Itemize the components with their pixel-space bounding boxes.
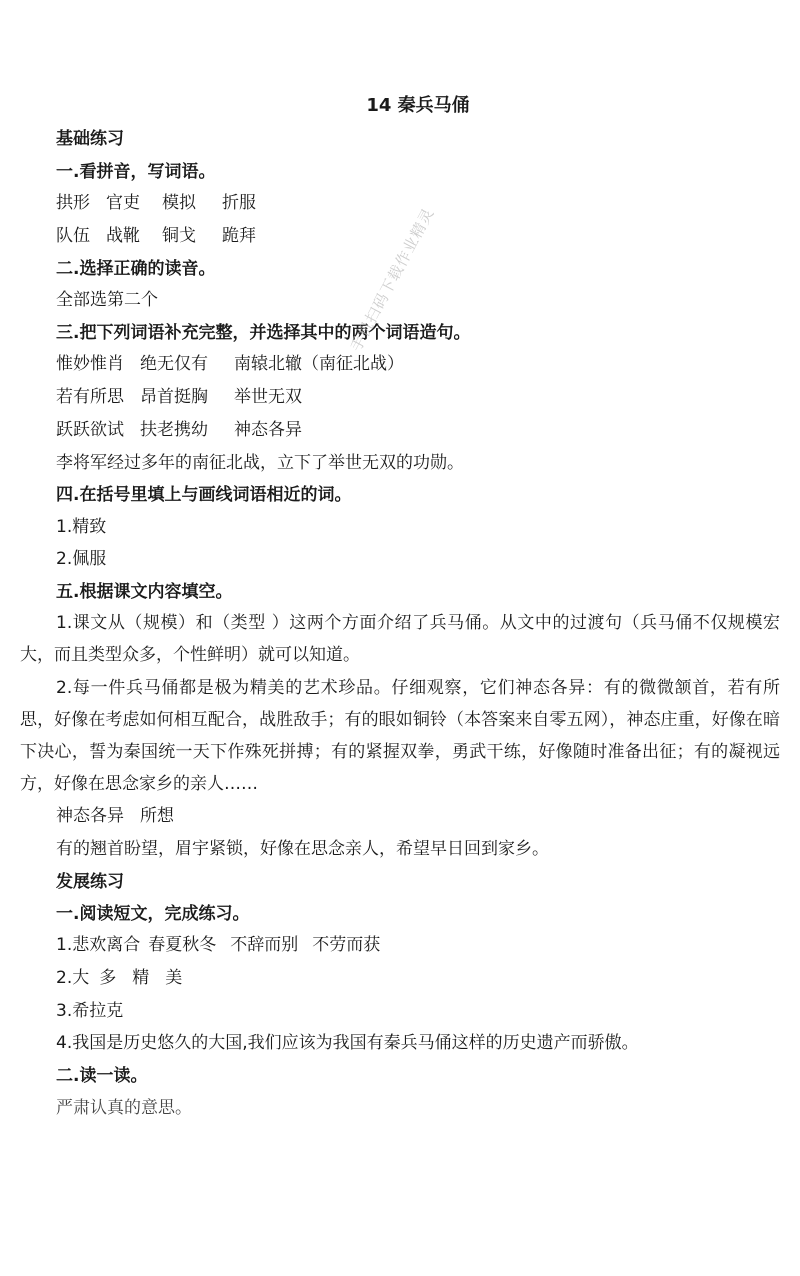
word: 若有所思 <box>56 387 124 407</box>
q5-paragraph-1: 1.课文从（规模）和（类型 ）这两个方面介绍了兵马俑。从文中的过渡句（兵马俑不仅规模宏大，而且类型众多，个性鲜明）就可以知道。 <box>20 613 780 665</box>
word: 绝无仅有 <box>140 354 208 374</box>
page-title: 14 秦兵马俑 <box>366 95 470 116</box>
adv-q2-answer: 严肃认真的意思。 <box>56 1098 192 1118</box>
word: 扶老携幼 <box>140 420 208 440</box>
q4-item-1: 1.精致 <box>56 517 107 537</box>
adv-q1-answer-1 <box>56 929 780 961</box>
section-heading-basic: 基础练习 <box>56 129 124 149</box>
adv-q1-answer-2 <box>56 962 780 994</box>
q3-heading: 三.把下列词语补充完整，并选择其中的两个词语造句。 <box>56 323 471 343</box>
word: 所想 <box>140 806 174 826</box>
word: 1.悲欢离合 <box>56 935 141 955</box>
adv-q1-answer-3: 3.希拉克 <box>56 1001 124 1021</box>
section-heading-advanced: 发展练习 <box>56 872 124 892</box>
q5-answer-sentence: 有的翘首盼望，眉宇紧锁，好像在思念亲人，希望早日回到家乡。 <box>56 839 549 859</box>
adv-q2-heading: 二.读一读。 <box>56 1066 148 1086</box>
q1-heading: 一.看拼音，写词语。 <box>56 162 216 182</box>
word: 南辕北辙（南征北战） <box>234 354 404 374</box>
word: 拱形 <box>56 193 90 213</box>
q2-heading: 二.选择正确的读音。 <box>56 259 216 279</box>
q3-row-1 <box>56 348 780 380</box>
word: 神态各异 <box>234 420 302 440</box>
word: 队伍 <box>56 226 90 246</box>
word: 折服 <box>222 193 256 213</box>
q4-item-2: 2.佩服 <box>56 549 107 569</box>
q3-sentence: 李将军经过多年的南征北战，立下了举世无双的功勋。 <box>56 453 464 473</box>
word: 模拟 <box>162 193 196 213</box>
q4-heading: 四.在括号里填上与画线词语相近的词。 <box>56 485 352 505</box>
q2-answer: 全部选第二个 <box>56 290 158 310</box>
word: 多 <box>99 968 117 988</box>
word: 铜戈 <box>162 226 196 246</box>
word: 不劳而获 <box>312 935 381 955</box>
word: 战靴 <box>106 226 140 246</box>
adv-q1-answer-4: 4.我国是历史悠久的大国,我们应该为我国有秦兵马俑这样的历史遗产而骄傲。 <box>56 1033 639 1053</box>
word: 不辞而别 <box>230 935 299 955</box>
word: 2.大 <box>56 968 90 988</box>
word: 惟妙惟肖 <box>56 354 124 374</box>
q5-paragraph-2: 2.每一件兵马俑都是极为精美的艺术珍品。仔细观察，它们神态各异：有的微微颔首，若有所思，好像在考虑如何相互配合，战胜敌手；有的眼如铜铃（本答案来自零五网），神态庄重，好像在暗下决心，誓为秦国统一天下作殊死拼搏；有的紧握双拳，勇武干练，好像随时准备出征；有的凝视远方，好像在思念家乡的亲人…… <box>20 678 780 794</box>
word: 美 <box>165 968 183 988</box>
word: 精 <box>132 968 150 988</box>
word: 官吏 <box>106 193 140 213</box>
watermark: 手机扫码下载作业精灵 <box>346 204 438 355</box>
q5-heading: 五.根据课文内容填空。 <box>56 582 233 602</box>
word: 举世无双 <box>234 387 302 407</box>
q5-answer-words <box>56 800 780 832</box>
q3-row-2 <box>56 381 780 413</box>
adv-q1-heading: 一.阅读短文，完成练习。 <box>56 904 250 924</box>
word: 神态各异 <box>56 806 124 826</box>
word: 昂首挺胸 <box>140 387 208 407</box>
word: 跃跃欲试 <box>56 420 124 440</box>
q3-row-3 <box>56 414 780 446</box>
word: 春夏秋冬 <box>148 935 217 955</box>
word: 跪拜 <box>222 226 256 246</box>
